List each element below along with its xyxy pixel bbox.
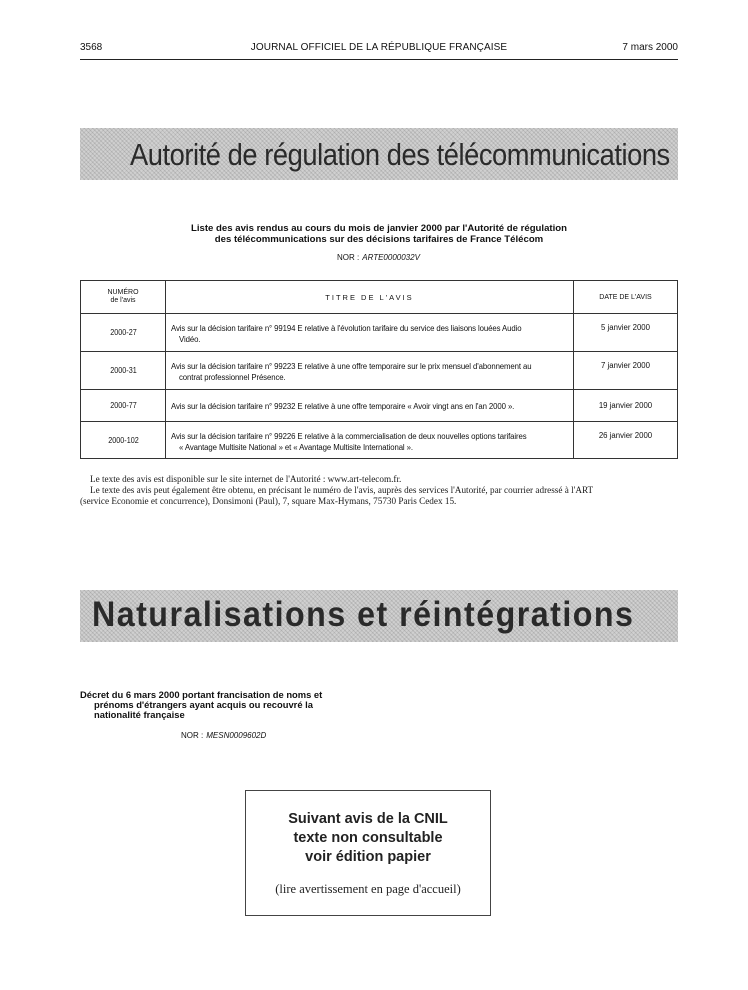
avis-number: 2000-102 xyxy=(85,422,162,459)
page-number: 3568 xyxy=(80,42,103,53)
avis-date: 19 janvier 2000 xyxy=(574,390,678,422)
col-header-date: DATE DE L'AVIS xyxy=(574,281,678,314)
avis-date: 26 janvier 2000 xyxy=(574,422,678,459)
decret-title xyxy=(80,690,380,720)
avis-number: 2000-77 xyxy=(85,390,162,422)
avis-title-line: Avis sur la décision tarifaire n° 99223 E relative à une offre temporaire sur le prix mensuel d'abonnement au xyxy=(171,362,532,371)
page-header xyxy=(80,42,678,60)
contact-note: Le texte des avis peut également être obtenu, en précisant le numéro de l'avis, auprès des services l'Autorité, par courrier adressé à l'ART xyxy=(90,485,594,495)
decret-title-line: prénoms d'étrangers ayant acquis ou recouvré la xyxy=(94,699,313,710)
nor-reference xyxy=(337,253,420,262)
avis-title xyxy=(166,314,574,352)
header-divider xyxy=(80,59,678,60)
list-title xyxy=(80,223,678,245)
section-banner-naturalisations xyxy=(80,590,678,642)
avis-title xyxy=(166,352,574,390)
avis-number: 2000-31 xyxy=(85,352,162,390)
col-header-number-line: NUMÉRO xyxy=(107,289,139,296)
nor-label: NOR : xyxy=(337,253,360,262)
avis-number: 2000-27 xyxy=(85,314,162,352)
col-header-number xyxy=(81,281,166,314)
avis-table xyxy=(80,280,678,459)
nor-value: MESN0009602D xyxy=(206,731,267,740)
avis-date: 5 janvier 2000 xyxy=(574,314,678,352)
table-header-row xyxy=(81,281,678,314)
table-row xyxy=(81,422,678,459)
nor-label: NOR : xyxy=(181,731,204,740)
table-row xyxy=(81,352,678,390)
availability-note: Le texte des avis est disponible sur le site internet de l'Autorité : www.art-telecom.fr. xyxy=(90,474,402,484)
section-banner-title: Naturalisations et réintégrations xyxy=(92,595,635,634)
cnil-notice-line: voir édition papier xyxy=(305,849,431,865)
avis-title-line: Avis sur la décision tarifaire n° 99226 E relative à la commercialisation de deux nouvelles options tarifaires xyxy=(171,432,527,441)
avis-title-line: Vidéo. xyxy=(179,335,201,344)
table-row xyxy=(81,314,678,352)
cnil-notice-line: Suivant avis de la CNIL xyxy=(288,811,448,827)
col-header-title: TITRE DE L'AVIS xyxy=(166,281,574,314)
list-title-line: des télécommunications sur des décisions tarifaires de France Télécom xyxy=(214,234,544,245)
section-banner-telecom xyxy=(80,128,678,180)
avis-title-line: Avis sur la décision tarifaire n° 99232 E relative à une offre temporaire « Avoir vingt ans en l'an 2000 ». xyxy=(171,402,515,411)
cnil-notice-box xyxy=(245,790,491,916)
decret-title-line: Décret du 6 mars 2000 portant francisation de noms et xyxy=(80,689,323,700)
avis-title-line: Avis sur la décision tarifaire n° 99194 E relative à l'évolution tarifaire du service des liaisons louées Audio xyxy=(171,324,522,333)
col-header-number-line: de l'avis xyxy=(110,297,136,304)
journal-title: JOURNAL OFFICIEL DE LA RÉPUBLIQUE FRANÇAISE xyxy=(250,42,508,53)
decret-title-line: nationalité française xyxy=(94,709,185,720)
list-title-line: Liste des avis rendus au cours du mois de janvier 2000 par l'Autorité de régulation xyxy=(190,223,568,234)
avis-title-line: contrat professionnel Présence. xyxy=(179,373,286,382)
cnil-warning-line: (lire avertissement en page d'accueil) xyxy=(275,882,461,896)
nor-reference xyxy=(181,731,266,740)
section-banner-title: Autorité de régulation des télécommunications xyxy=(130,137,670,172)
issue-date: 7 mars 2000 xyxy=(622,42,678,53)
nor-value: ARTE0000032V xyxy=(362,253,420,262)
table-row xyxy=(81,390,678,422)
avis-title xyxy=(166,422,574,459)
cnil-notice-line: texte non consultable xyxy=(293,830,443,846)
avis-date: 7 janvier 2000 xyxy=(574,352,678,390)
avis-title-line: « Avantage Multisite National » et « Avantage Multisite International ». xyxy=(179,443,413,452)
avis-title xyxy=(166,390,574,422)
contact-address: (service Economie et concurrence), Donsimoni (Paul), 7, square Max-Hymans, 75730 Paris Cedex 15. xyxy=(80,496,457,506)
